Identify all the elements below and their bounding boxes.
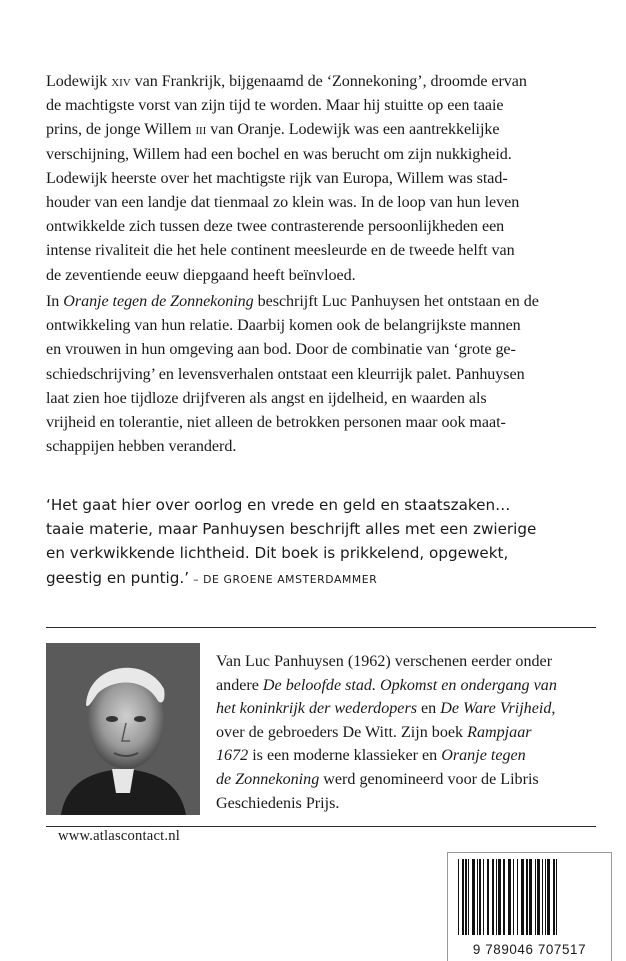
book-title: 1672 [216,747,249,765]
barcode-bar [553,859,555,935]
book-title: Rampjaar [467,723,532,741]
divider-rule [46,627,596,628]
text-line: schappijen hebben veranderd. [46,438,237,456]
barcode-bar [517,859,518,935]
roman-numeral: xiv [111,73,131,90]
blurb-paragraph-2 [46,290,596,459]
text-line: en vrouwen in hun omgeving aan bod. Door de combinatie van ‘grote ge- [46,341,516,359]
text-line: ontwikkelde zich tussen deze twee contrasterende persoonlijkheden een [46,218,505,236]
quote-text: geestig en puntig.’ [46,568,190,587]
text-line: 1672 is een moderne klassieker en Oranje tegen [216,747,526,765]
barcode-bar [479,859,481,935]
barcode-bar [508,859,511,935]
text-line: prins, de jonge Willem iii van Oranje. Lodewijk was een aantrekkelijke [46,121,500,139]
isbn-number: 9 789046 707517 [472,942,587,957]
barcode-bar [547,859,550,935]
text-line: Lodewijk xiv van Frankrijk, bijgenaamd de ‘Zonnekoning’, droomde ervan [46,73,527,90]
quote-line: ‘Het gaat hier over oorlog en vrede en geld en staatszaken… [46,496,511,514]
barcode-bar [521,859,524,935]
isbn-barcode [447,852,612,961]
barcode-bar [472,859,475,935]
barcode-bar [526,859,528,935]
barcode-bars [452,857,607,937]
text-line: over de gebroeders De Witt. Zijn boek Rampjaar [216,723,532,741]
author-bio [216,650,606,815]
text-line: Lodewijk heerste over het machtigste rijk van Europa, Willem was stad- [46,169,508,187]
barcode-bar [487,859,489,935]
book-title: De beloofde stad. Opkomst en ondergang van [262,676,557,694]
barcode-bar [535,859,536,935]
book-title: het koninkrijk der wederdopers [216,700,417,718]
text-line: andere De beloofde stad. Opkomst en ondergang van [216,676,557,694]
barcode-bar [492,859,494,935]
barcode-bar [477,859,478,935]
quote-source: – DE GROENE AMSTERDAMMER [189,572,378,586]
barcode-bar [458,859,459,935]
blurb-paragraph-1 [46,70,596,288]
text-line: de Zonnekoning werd genomineerd voor de Libris [216,770,539,788]
text-line: ontwikkeling van hun relatie. Daarbij komen ook de belangrijkste mannen [46,317,521,335]
text-line: het koninkrijk der wederdopers en De Ware Vrijheid, [216,700,556,718]
text-line: vrijheid en tolerantie, niet alleen de betrokken personen maar ook maat- [46,414,506,432]
book-title: de Zonnekoning [216,770,320,788]
barcode-bar [542,859,543,935]
barcode-bar [529,859,532,935]
text-line: verschijning, Willem had een bochel en was berucht om zijn nukkigheid. [46,145,512,163]
text-line: Geschiedenis Prijs. [216,794,340,812]
barcode-bar [537,859,540,935]
press-quote [46,493,606,592]
quote-line-last [46,566,606,592]
barcode-bar [513,859,514,935]
barcode-bar [483,859,484,935]
author-portrait-image [46,643,200,815]
text-line: laat zien hoe tijdloze drijfveren als angst en ijdelheid, en waarden als [46,389,487,407]
barcode-bar [503,859,505,935]
text-line: houder van een landje dat tienmaal zo klein was. In de loop van hun leven [46,194,520,212]
book-title: Oranje tegen de Zonnekoning [63,293,254,310]
barcode-bar [545,859,546,935]
roman-numeral: iii [195,121,207,139]
text-line: Van Luc Panhuysen (1962) verschenen eerder onder [216,653,553,670]
quote-line: en verkwikkende lichtheid. Dit boek is prikkelend, opgewekt, [46,544,509,563]
book-title: Oranje tegen [441,747,526,765]
text-line: schiedschrijving’ en levensverhalen ontstaat een kleurrijk palet. Panhuysen [46,365,525,383]
divider-rule [46,826,596,827]
barcode-bar [468,859,469,935]
quote-line: taaie materie, maar Panhuysen beschrijft alles met een zwierige [46,520,537,539]
barcode-bar [462,859,464,935]
text-line: de machtigste vorst van zijn tijd te worden. Maar hij stuitte op een taaie [46,97,504,115]
barcode-bar [556,859,557,935]
text-line: intense rivaliteit die het hele continent meesleurde en de tweede helft van [46,242,515,260]
text-line: In Oranje tegen de Zonnekoning beschrijft Luc Panhuysen het ontstaan en de [46,293,539,310]
author-photo [46,643,200,815]
text-line: de zeventiende eeuw diepgaand heeft beïnvloed. [46,266,356,284]
publisher-url: www.atlascontact.nl [58,828,180,844]
barcode-bar [465,859,467,935]
barcode-bar [496,859,497,935]
barcode-bar [498,859,501,935]
book-title: De Ware Vrijheid [440,700,552,718]
